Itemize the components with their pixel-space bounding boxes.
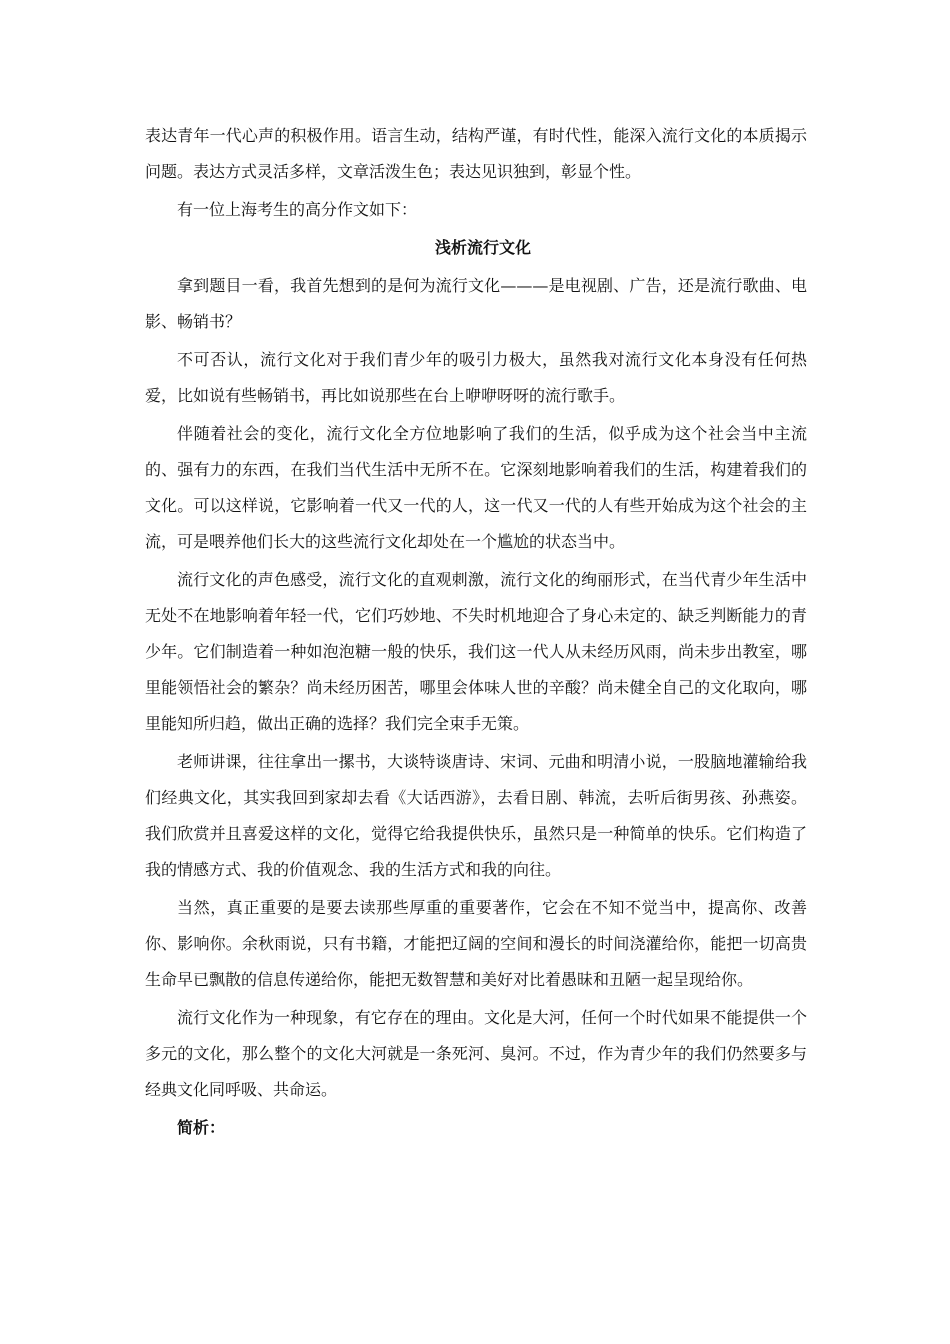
- essay-paragraph: 拿到题目一看，我首先想到的是何为流行文化———是电视剧、广告，还是流行歌曲、电影、畅销书？: [145, 276, 807, 331]
- essay-paragraph: 伴随着社会的变化，流行文化全方位地影响了我们的生活，似乎成为这个社会当中主流的、强有力的东西，在我们当代生活中无所不在。它深刻地影响着我们的生活，构建着我们的文化。可以这样说，它影响着一代又一代的人，这一代又一代的人有些开始成为这个社会的主流，可是喂养他们长大的这些流行文化却处在一个尴尬的状态当中。: [145, 424, 807, 551]
- essay-paragraph: 老师讲课，往往拿出一摞书，大谈特谈唐诗、宋词、元曲和明清小说，一股脑地灌输给我们经典文化，其实我回到家却去看《大话西游》，去看日剧、韩流，去听后街男孩、孙燕姿。我们欣赏并且喜爱这样的文化，觉得它给我提供快乐，虽然只是一种简单的快乐。它们构造了我的情感方式、我的价值观念、我的生活方式和我的向往。: [145, 752, 807, 879]
- essay-paragraph: 当然，真正重要的是要去读那些厚重的重要著作，它会在不知不觉当中，提高你、改善你、影响你。余秋雨说，只有书籍，才能把辽阔的空间和漫长的时间浇灌给你，能把一切高贵生命早已飘散的信息传递给你，能把无数智慧和美好对比着愚昧和丑陋一起呈现给你。: [145, 898, 807, 989]
- essay-paragraph: 不可否认，流行文化对于我们青少年的吸引力极大，虽然我对流行文化本身没有任何热爱，比如说有些畅销书，再比如说那些在台上咿咿呀呀的流行歌手。: [145, 350, 807, 405]
- document-page: [145, 118, 807, 1146]
- essay-paragraph: 流行文化作为一种现象，有它存在的理由。文化是大河，任何一个时代如果不能提供一个多元的文化，那么整个的文化大河就是一条死河、臭河。不过，作为青少年的我们仍然要多与经典文化同呼吸、共命运。: [145, 1008, 807, 1099]
- analysis-heading: 简析：: [177, 1118, 226, 1137]
- essay-title: 浅析流行文化: [434, 238, 531, 257]
- intro-paragraph: 有一位上海考生的高分作文如下：: [177, 200, 418, 219]
- intro-paragraph: 表达青年一代心声的积极作用。语言生动，结构严谨，有时代性，能深入流行文化的本质揭示问题。表达方式灵活多样，文章活泼生色；表达见识独到，彰显个性。: [145, 126, 807, 181]
- essay-paragraph: 流行文化的声色感受，流行文化的直观刺激，流行文化的绚丽形式，在当代青少年生活中无处不在地影响着年轻一代，它们巧妙地、不失时机地迎合了身心未定的、缺乏判断能力的青少年。它们制造着一种如泡泡糖一般的快乐，我们这一代人从未经历风雨，尚未步出教室，哪里能领悟社会的繁杂？尚未经历困苦，哪里会体味人世的辛酸？尚未健全自己的文化取向，哪里能知所归趋，做出正确的选择？我们完全束手无策。: [145, 570, 807, 733]
